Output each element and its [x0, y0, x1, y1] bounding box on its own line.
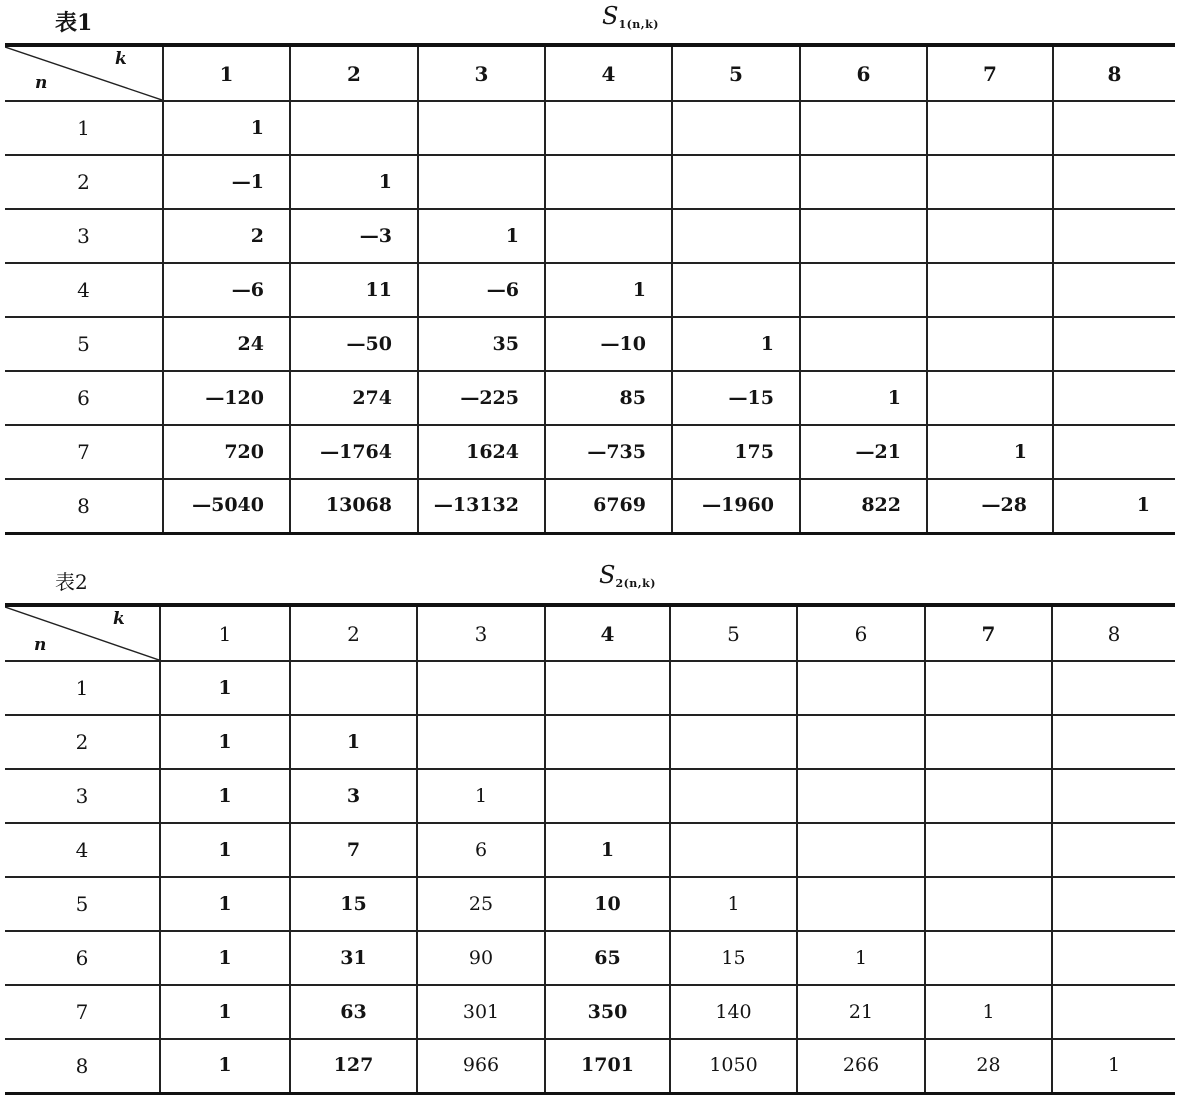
table-2-title [599, 561, 656, 590]
table-row [5, 425, 1175, 479]
table-cell: 720 [163, 425, 290, 479]
table-cell: —120 [163, 371, 290, 425]
table-row [5, 155, 1175, 209]
table-cell: 21 [797, 985, 925, 1039]
row-label: 6 [5, 931, 160, 985]
table-row [5, 877, 1175, 931]
corner-n-label: n [35, 73, 48, 93]
table-cell [545, 769, 670, 823]
column-header-1: 1 [160, 605, 290, 661]
table-cell [800, 209, 927, 263]
table-cell: 1 [925, 985, 1052, 1039]
table-cell [797, 877, 925, 931]
table-cell [925, 661, 1052, 715]
table-cell [1053, 209, 1175, 263]
table-cell [417, 715, 545, 769]
table-cell: —10 [545, 317, 672, 371]
table-cell: 966 [417, 1039, 545, 1093]
table-cell: 127 [290, 1039, 417, 1093]
table-cell [672, 155, 800, 209]
table-cell: 1 [160, 823, 290, 877]
table-1-title [602, 2, 659, 31]
table-cell [1053, 155, 1175, 209]
table-row [5, 317, 1175, 371]
table-2-caption: 表2 [55, 570, 88, 594]
table-cell: 140 [670, 985, 797, 1039]
table-cell [418, 101, 545, 155]
table-cell: —6 [418, 263, 545, 317]
table-cell: 1701 [545, 1039, 670, 1093]
table-row [5, 263, 1175, 317]
table-cell [797, 769, 925, 823]
header-row [5, 45, 1175, 101]
table-cell: 1 [160, 985, 290, 1039]
corner-header [5, 605, 160, 661]
table-cell: —225 [418, 371, 545, 425]
table-cell [1052, 985, 1175, 1039]
table-1 [5, 43, 1175, 535]
table-row [5, 823, 1175, 877]
table-cell: 10 [545, 877, 670, 931]
table-cell [545, 209, 672, 263]
row-label: 2 [5, 715, 160, 769]
table-cell [925, 769, 1052, 823]
table-cell: —1764 [290, 425, 418, 479]
table-row [5, 1039, 1175, 1093]
row-label: 8 [5, 479, 163, 533]
table-cell [670, 823, 797, 877]
table-cell: 1050 [670, 1039, 797, 1093]
column-header-7: 7 [925, 605, 1052, 661]
table-cell [927, 155, 1053, 209]
table-cell [925, 931, 1052, 985]
table-cell: 1 [927, 425, 1053, 479]
table-cell: 1 [160, 931, 290, 985]
table-cell [925, 823, 1052, 877]
table-cell [1053, 371, 1175, 425]
table-cell: —1 [163, 155, 290, 209]
table-cell: 90 [417, 931, 545, 985]
table-cell: 1 [1052, 1039, 1175, 1093]
table-cell [290, 661, 417, 715]
column-header-5: 5 [670, 605, 797, 661]
table-cell [800, 317, 927, 371]
table-cell: 1 [670, 877, 797, 931]
diagonal-line [5, 47, 162, 100]
table-cell [672, 263, 800, 317]
table-cell [1052, 823, 1175, 877]
table-cell [417, 661, 545, 715]
table-cell: 25 [417, 877, 545, 931]
table-cell [418, 155, 545, 209]
table-cell: 35 [418, 317, 545, 371]
table-cell: 1 [545, 263, 672, 317]
table-cell: 1 [290, 155, 418, 209]
row-label: 2 [5, 155, 163, 209]
header-row [5, 605, 1175, 661]
table-cell [672, 101, 800, 155]
row-label: 5 [5, 877, 160, 931]
table-cell: 1 [160, 877, 290, 931]
corner-header [5, 45, 163, 101]
table-cell [800, 101, 927, 155]
column-header-8: 8 [1053, 45, 1175, 101]
row-label: 5 [5, 317, 163, 371]
table-cell: 6769 [545, 479, 672, 533]
row-label: 7 [5, 985, 160, 1039]
table-cell [290, 101, 418, 155]
table-cell [1053, 101, 1175, 155]
table-cell [545, 101, 672, 155]
table-row [5, 769, 1175, 823]
title-symbol: S [602, 2, 619, 30]
table-cell [670, 715, 797, 769]
table-cell: 1 [418, 209, 545, 263]
table-cell: 28 [925, 1039, 1052, 1093]
diagonal-line [5, 607, 159, 660]
table-cell [800, 155, 927, 209]
table-cell: 1 [160, 661, 290, 715]
table-cell: 2 [163, 209, 290, 263]
table-row [5, 661, 1175, 715]
row-label: 1 [5, 661, 160, 715]
row-label: 3 [5, 769, 160, 823]
table-cell: 13068 [290, 479, 418, 533]
column-header-8: 8 [1052, 605, 1175, 661]
table-cell [545, 715, 670, 769]
row-label: 8 [5, 1039, 160, 1093]
table-cell: 274 [290, 371, 418, 425]
table-cell [1053, 263, 1175, 317]
corner-n-label: n [34, 635, 47, 655]
column-header-2: 2 [290, 605, 417, 661]
table-cell [1052, 931, 1175, 985]
column-header-4: 4 [545, 605, 670, 661]
table-cell: —1960 [672, 479, 800, 533]
table-cell: 65 [545, 931, 670, 985]
table-1-caption: 表1 [55, 10, 93, 36]
table-cell: 15 [290, 877, 417, 931]
column-header-5: 5 [672, 45, 800, 101]
table-cell: —5040 [163, 479, 290, 533]
title-subscript: 1(n,k) [618, 18, 659, 31]
table-cell: 822 [800, 479, 927, 533]
table-cell [545, 155, 672, 209]
table-row [5, 479, 1175, 533]
table-cell: 3 [290, 769, 417, 823]
table-cell: 266 [797, 1039, 925, 1093]
table-cell: 1 [160, 715, 290, 769]
table-cell: 1 [160, 1039, 290, 1093]
table-row [5, 209, 1175, 263]
column-header-3: 3 [418, 45, 545, 101]
table-cell [1052, 715, 1175, 769]
column-header-4: 4 [545, 45, 672, 101]
row-label: 3 [5, 209, 163, 263]
row-label: 4 [5, 823, 160, 877]
column-header-2: 2 [290, 45, 418, 101]
table-row [5, 985, 1175, 1039]
table-cell [1052, 661, 1175, 715]
table-cell [927, 263, 1053, 317]
table-cell: 1 [417, 769, 545, 823]
table-cell [545, 661, 670, 715]
table-cell: 1 [163, 101, 290, 155]
table-cell: —15 [672, 371, 800, 425]
column-header-3: 3 [417, 605, 545, 661]
table-cell: 85 [545, 371, 672, 425]
table-row [5, 101, 1175, 155]
row-label: 7 [5, 425, 163, 479]
table-cell: —21 [800, 425, 927, 479]
table-cell [1053, 425, 1175, 479]
table-cell: 175 [672, 425, 800, 479]
table-row [5, 931, 1175, 985]
table-cell [670, 769, 797, 823]
table-cell [1052, 877, 1175, 931]
table-cell: 24 [163, 317, 290, 371]
table-cell: 1 [800, 371, 927, 425]
table-cell [672, 209, 800, 263]
table-cell [927, 209, 1053, 263]
table-cell [1053, 317, 1175, 371]
table-cell: 1 [797, 931, 925, 985]
row-label: 4 [5, 263, 163, 317]
table-cell: —735 [545, 425, 672, 479]
corner-k-label: k [115, 49, 127, 69]
table-cell [927, 371, 1053, 425]
table-cell: 63 [290, 985, 417, 1039]
table-cell: —13132 [418, 479, 545, 533]
row-label: 1 [5, 101, 163, 155]
table-cell: 15 [670, 931, 797, 985]
table-cell: —6 [163, 263, 290, 317]
table-cell [927, 101, 1053, 155]
table-2 [5, 603, 1175, 1095]
column-header-7: 7 [927, 45, 1053, 101]
table-cell: —50 [290, 317, 418, 371]
title-symbol: S [599, 561, 616, 589]
table-cell: 301 [417, 985, 545, 1039]
table-cell [925, 715, 1052, 769]
table-cell [1052, 769, 1175, 823]
row-label: 6 [5, 371, 163, 425]
table-cell [925, 877, 1052, 931]
table-cell: 1 [1053, 479, 1175, 533]
title-subscript: 2(n,k) [615, 577, 656, 590]
table-cell: 31 [290, 931, 417, 985]
table-cell: 7 [290, 823, 417, 877]
table-cell: —3 [290, 209, 418, 263]
column-header-6: 6 [797, 605, 925, 661]
table-cell: 11 [290, 263, 418, 317]
table-cell: 6 [417, 823, 545, 877]
table-cell: 1 [290, 715, 417, 769]
column-header-6: 6 [800, 45, 927, 101]
table-cell: 1624 [418, 425, 545, 479]
table-cell [670, 661, 797, 715]
corner-k-label: k [113, 609, 125, 629]
table-cell [927, 317, 1053, 371]
table-cell: 1 [160, 769, 290, 823]
table-row [5, 371, 1175, 425]
table-cell [797, 715, 925, 769]
table-cell [800, 263, 927, 317]
table-cell: 1 [545, 823, 670, 877]
table-cell: —28 [927, 479, 1053, 533]
table-row [5, 715, 1175, 769]
table-cell: 350 [545, 985, 670, 1039]
table-cell [797, 823, 925, 877]
table-cell [797, 661, 925, 715]
table-cell: 1 [672, 317, 800, 371]
column-header-1: 1 [163, 45, 290, 101]
